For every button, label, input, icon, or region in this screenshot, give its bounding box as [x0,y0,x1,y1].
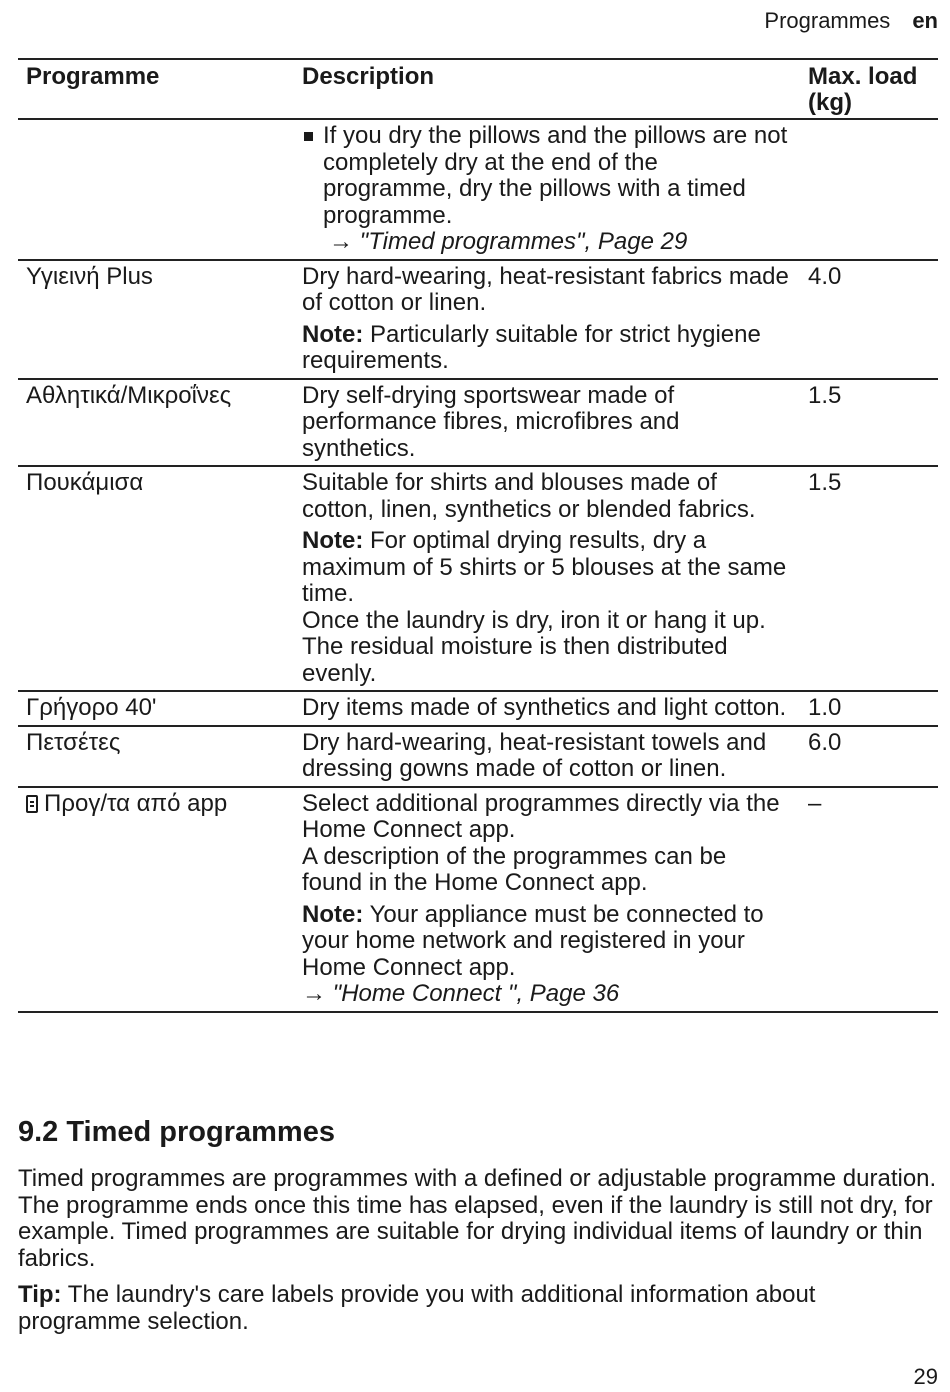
column-header-max-load: Max. load (kg) [800,59,938,119]
page-number: 29 [913,1364,938,1389]
programme-name: Προγ/τα από app [44,789,228,817]
max-load-value: – [800,787,938,1012]
table-row [18,466,938,691]
programme-name: Υγιεινή Plus [18,260,294,379]
bullet-item [302,123,792,229]
table-row [18,260,938,379]
note-text: For optimal drying results, dry a maximum of 5 shirts or 5 blouses at the same time. [302,527,787,607]
max-load-value: 1.0 [800,691,938,726]
cross-reference-link[interactable]: → "Timed programmes", Page 29 [329,228,688,255]
cross-reference-link[interactable]: → "Home Connect ", Page 36 [302,980,620,1007]
programme-name: Πετσέτες [18,726,294,787]
table-row [18,726,938,787]
programme-table [18,58,938,1013]
note-text: Particularly suitable for strict hygiene requirements. [302,320,761,374]
tip-text: The laundry's care labels provide you with additional information about programme selection. [18,1281,816,1335]
table-header-row [18,59,938,119]
column-header-programme: Programme [18,59,294,119]
section-heading: 9.2 Timed programmes [18,1116,335,1148]
tip-label: Tip: [18,1281,62,1308]
section-body: Timed programmes are programmes with a defined or adjustable programme duration. The programme ends once this time has elapsed, even if the laundry is still not dry, for example. Timed programmes are suitable for drying individual items of laundry or thin fabrics. [18,1165,937,1272]
programme-extra-text: Once the laundry is dry, iron it or hang it up. The residual moisture is then distributed evenly. [302,606,766,687]
note-label: Note: [302,527,364,554]
programme-description: Dry hard-wearing, heat-resistant fabrics made of cotton or linen. [302,262,789,316]
programme-description: Select additional programmes directly via the Home Connect app. [302,789,780,843]
programme-note [302,902,792,982]
programme-description: Dry items made of synthetics and light cotton. [302,694,787,721]
max-load-value: 6.0 [800,726,938,787]
max-load-value: 1.5 [800,379,938,467]
table-row [18,691,938,726]
table-row [18,787,938,1012]
header-language: en [912,8,938,33]
bullet-text: If you dry the pillows and the pillows are not completely dry at the end of the programme, dry the pillows with a timed programme. [323,122,788,229]
table-row-continued [18,119,938,260]
programme-note [302,528,792,608]
max-load-value: 4.0 [800,260,938,379]
programme-description: Dry hard-wearing, heat-resistant towels and dressing gowns made of cotton or linen. [302,728,767,782]
note-label: Note: [302,900,364,928]
header-section-title: Programmes [764,8,891,33]
programme-description-2: A description of the programmes can be found in the Home Connect app. [302,842,727,896]
app-icon [26,795,38,813]
programme-name: Πουκάμισα [18,466,294,691]
programme-description: Suitable for shirts and blouses made of cotton, linen, synthetics or blended fabrics. [302,469,756,523]
page-header [764,8,938,34]
table-row [18,379,938,467]
max-load-value: 1.5 [800,466,938,691]
programme-description: Dry self-drying sportswear made of performance fibres, microfibres and synthetics. [302,381,680,462]
column-header-description: Description [294,59,800,119]
programme-name: Γρήγορο 40' [18,691,294,726]
bullet-square-icon [304,132,313,141]
tip-paragraph [18,1282,940,1335]
programme-note [302,322,792,375]
note-text: Your appliance must be connected to your home network and registered in your Home Connect app. [302,900,764,981]
note-label: Note: [302,320,364,348]
programme-name: Αθλητικά/Μικροΐνες [18,379,294,467]
